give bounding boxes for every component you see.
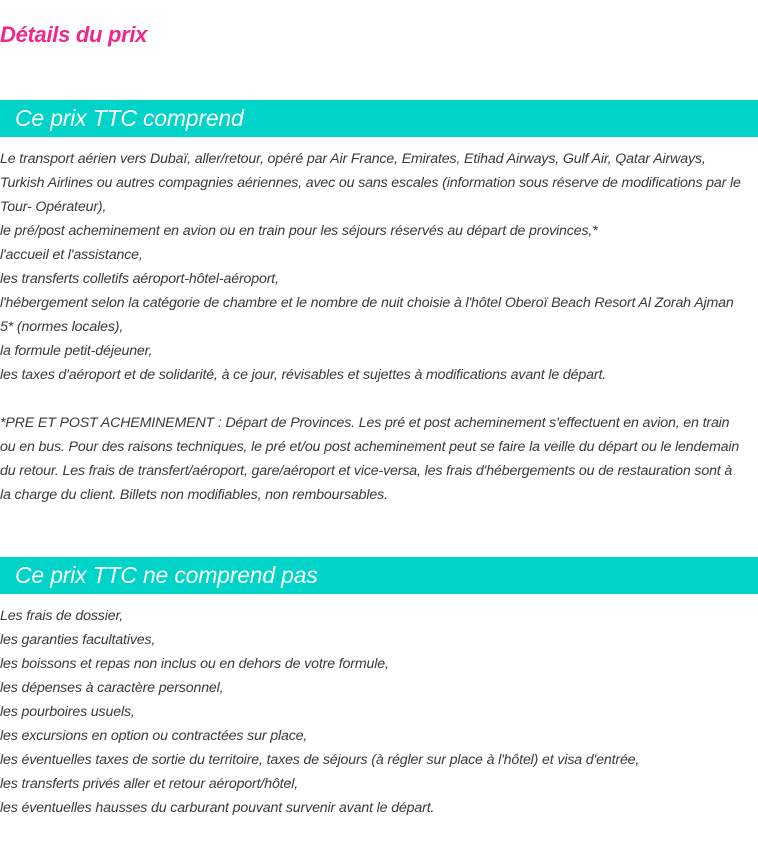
included-line: Turkish Airlines ou autres compagnies aériennes, avec ou sans escales (information sous réserve de modifications par le [0,175,741,191]
included-line: Le transport aérien vers Dubaï, aller/retour, opéré par Air France, Emirates, Etihad Airways, Gulf Air, Qatar Airways, [0,151,706,167]
page-title: Détails du prix [0,22,148,47]
excluded-line: les pourboires usuels, [0,704,135,720]
excluded-line: les dépenses à caractère personnel, [0,680,224,696]
excluded-line: les garanties facultatives, [0,632,156,648]
included-section-heading: Ce prix TTC comprend [0,100,758,137]
excluded-line: les excursions en option ou contractées sur place, [0,728,308,744]
note-line: *PRE ET POST ACHEMINEMENT : Départ de Provinces. Les pré et post acheminement s'effectuent en avion, en train [0,415,730,431]
note-line: ou en bus. Pour des raisons techniques, le pré et/ou post acheminement peut se faire la veille du départ ou le lendemain [0,439,740,455]
included-line: le pré/post acheminement en avion ou en train pour les séjours réservés au départ de provinces,* [0,223,598,239]
note-line: du retour. Les frais de transfert/aéroport, gare/aéroport et vice-versa, les frais d'hébergements ou de restauration sont à [0,463,733,479]
included-line: les transferts colletifs aéroport-hôtel-aéroport, [0,271,279,287]
excluded-list [0,604,758,820]
excluded-line: les boissons et repas non inclus ou en dehors de votre formule, [0,656,389,672]
excluded-section-heading: Ce prix TTC ne comprend pas [0,557,758,594]
note-line: la charge du client. Billets non modifiables, non remboursables. [0,487,388,503]
excluded-line: les éventuelles hausses du carburant pouvant survenir avant le départ. [0,800,435,816]
included-line: l'accueil et l'assistance, [0,247,143,263]
included-line: Tour- Opérateur), [0,199,107,215]
included-line: les taxes d'aéroport et de solidarité, à ce jour, révisables et sujettes à modifications avant le départ. [0,367,607,383]
included-line: la formule petit-déjeuner, [0,343,153,359]
excluded-line: les transferts privés aller et retour aéroport/hôtel, [0,776,299,792]
included-list [0,147,758,387]
included-line: 5* (normes locales), [0,319,124,335]
excluded-line: les éventuelles taxes de sortie du territoire, taxes de séjours (à régler sur place à l'hôtel) et visa d'entrée, [0,752,640,768]
included-line: l'hébergement selon la catégorie de chambre et le nombre de nuit choisie à l'hôtel Oberoï Beach Resort Al Zorah Ajman [0,295,734,311]
excluded-line: Les frais de dossier, [0,608,124,624]
transfer-note [0,411,758,507]
